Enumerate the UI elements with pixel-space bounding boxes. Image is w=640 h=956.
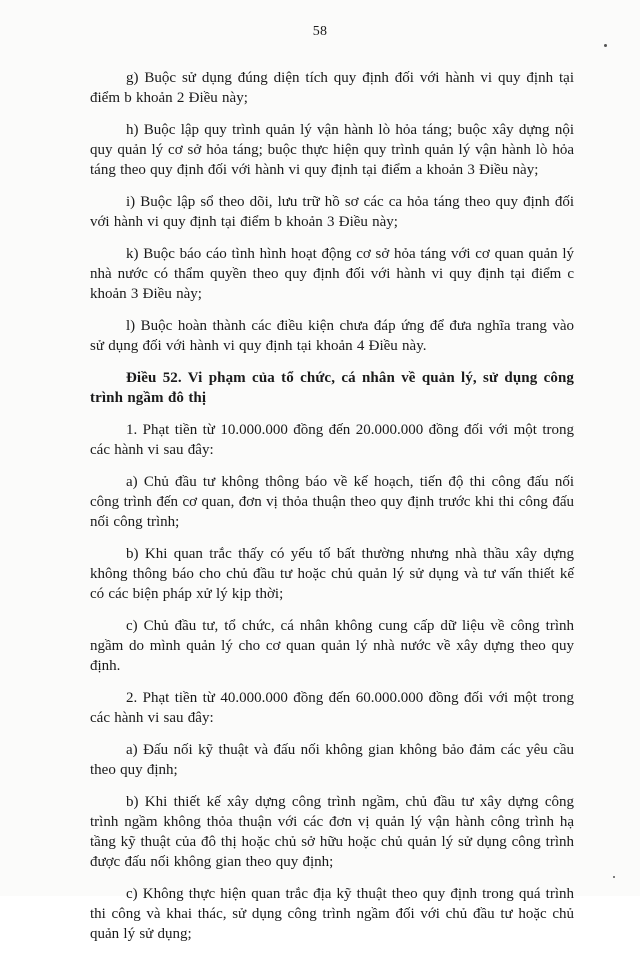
document-body xyxy=(90,68,574,956)
paragraph-g: g) Buộc sử dụng đúng diện tích quy định đối với hành vi quy định tại điểm b khoản 2 Điều này; xyxy=(90,70,574,106)
scan-speck xyxy=(604,44,607,47)
clause-1-point-a: a) Chủ đầu tư không thông báo về kế hoạch, tiến độ thi công đấu nối công trình đến cơ quan, đơn vị thỏa thuận theo quy định trước khi thi công đấu nối công trình; xyxy=(90,474,574,530)
paragraph-l: l) Buộc hoàn thành các điều kiện chưa đáp ứng để đưa nghĩa trang vào sử dụng đối với hành vi quy định tại khoản 4 Điều này. xyxy=(90,318,574,354)
clause-1-point-b: b) Khi quan trắc thấy có yếu tố bất thường nhưng nhà thầu xây dựng không thông báo cho chủ đầu tư hoặc chủ quản lý sử dụng và tư vấn thiết kế có các biện pháp xử lý kịp thời; xyxy=(90,546,574,602)
article-heading: Điều 52. Vi phạm của tổ chức, cá nhân về quản lý, sử dụng công trình ngầm đô thị xyxy=(90,370,574,406)
paragraph-i: i) Buộc lập sổ theo dõi, lưu trữ hồ sơ các ca hỏa táng theo quy định đối với hành vi quy định tại điểm b khoản 3 Điều này; xyxy=(90,194,574,230)
clause-2-point-c: c) Không thực hiện quan trắc địa kỹ thuật theo quy định trong quá trình thi công và khai thác, sử dụng công trình ngầm đối với chủ đầu tư hoặc chủ quản lý sử dụng; xyxy=(90,886,574,942)
clause-1: 1. Phạt tiền từ 10.000.000 đồng đến 20.000.000 đồng đối với một trong các hành vi sau đây: xyxy=(90,422,574,458)
paragraph-k: k) Buộc báo cáo tình hình hoạt động cơ sở hỏa táng với cơ quan quản lý nhà nước có thẩm quyền theo quy định đối với hành vi quy định tại điểm c khoản 3 Điều này; xyxy=(90,246,574,302)
clause-2-point-b: b) Khi thiết kế xây dựng công trình ngầm, chủ đầu tư xây dựng công trình ngầm không thỏa thuận với các đơn vị quản lý vận hành công trình hạ tầng kỹ thuật của đô thị hoặc chủ sở hữu hoặc chủ quản lý sử dụng công trình được đấu nối không gian theo quy định; xyxy=(90,794,574,870)
paragraph-h: h) Buộc lập quy trình quản lý vận hành lò hỏa táng; buộc xây dựng nội quy quản lý cơ sở hỏa táng; buộc thực hiện quy trình quản lý vận hành lò hỏa táng theo quy định đối với hành vi quy định tại điểm a khoản 3 Điều này; xyxy=(90,122,574,178)
scan-speck xyxy=(613,876,615,878)
page-number: 58 xyxy=(312,24,328,39)
clause-2-point-a: a) Đấu nối kỹ thuật và đấu nối không gian không bảo đảm các yêu cầu theo quy định; xyxy=(90,742,574,778)
clause-2: 2. Phạt tiền từ 40.000.000 đồng đến 60.000.000 đồng đối với một trong các hành vi sau đây: xyxy=(90,690,574,726)
clause-1-point-c: c) Chủ đầu tư, tổ chức, cá nhân không cung cấp dữ liệu về công trình ngầm do mình quản lý cho cơ quan quản lý nhà nước về xây dựng theo quy định. xyxy=(90,618,574,674)
